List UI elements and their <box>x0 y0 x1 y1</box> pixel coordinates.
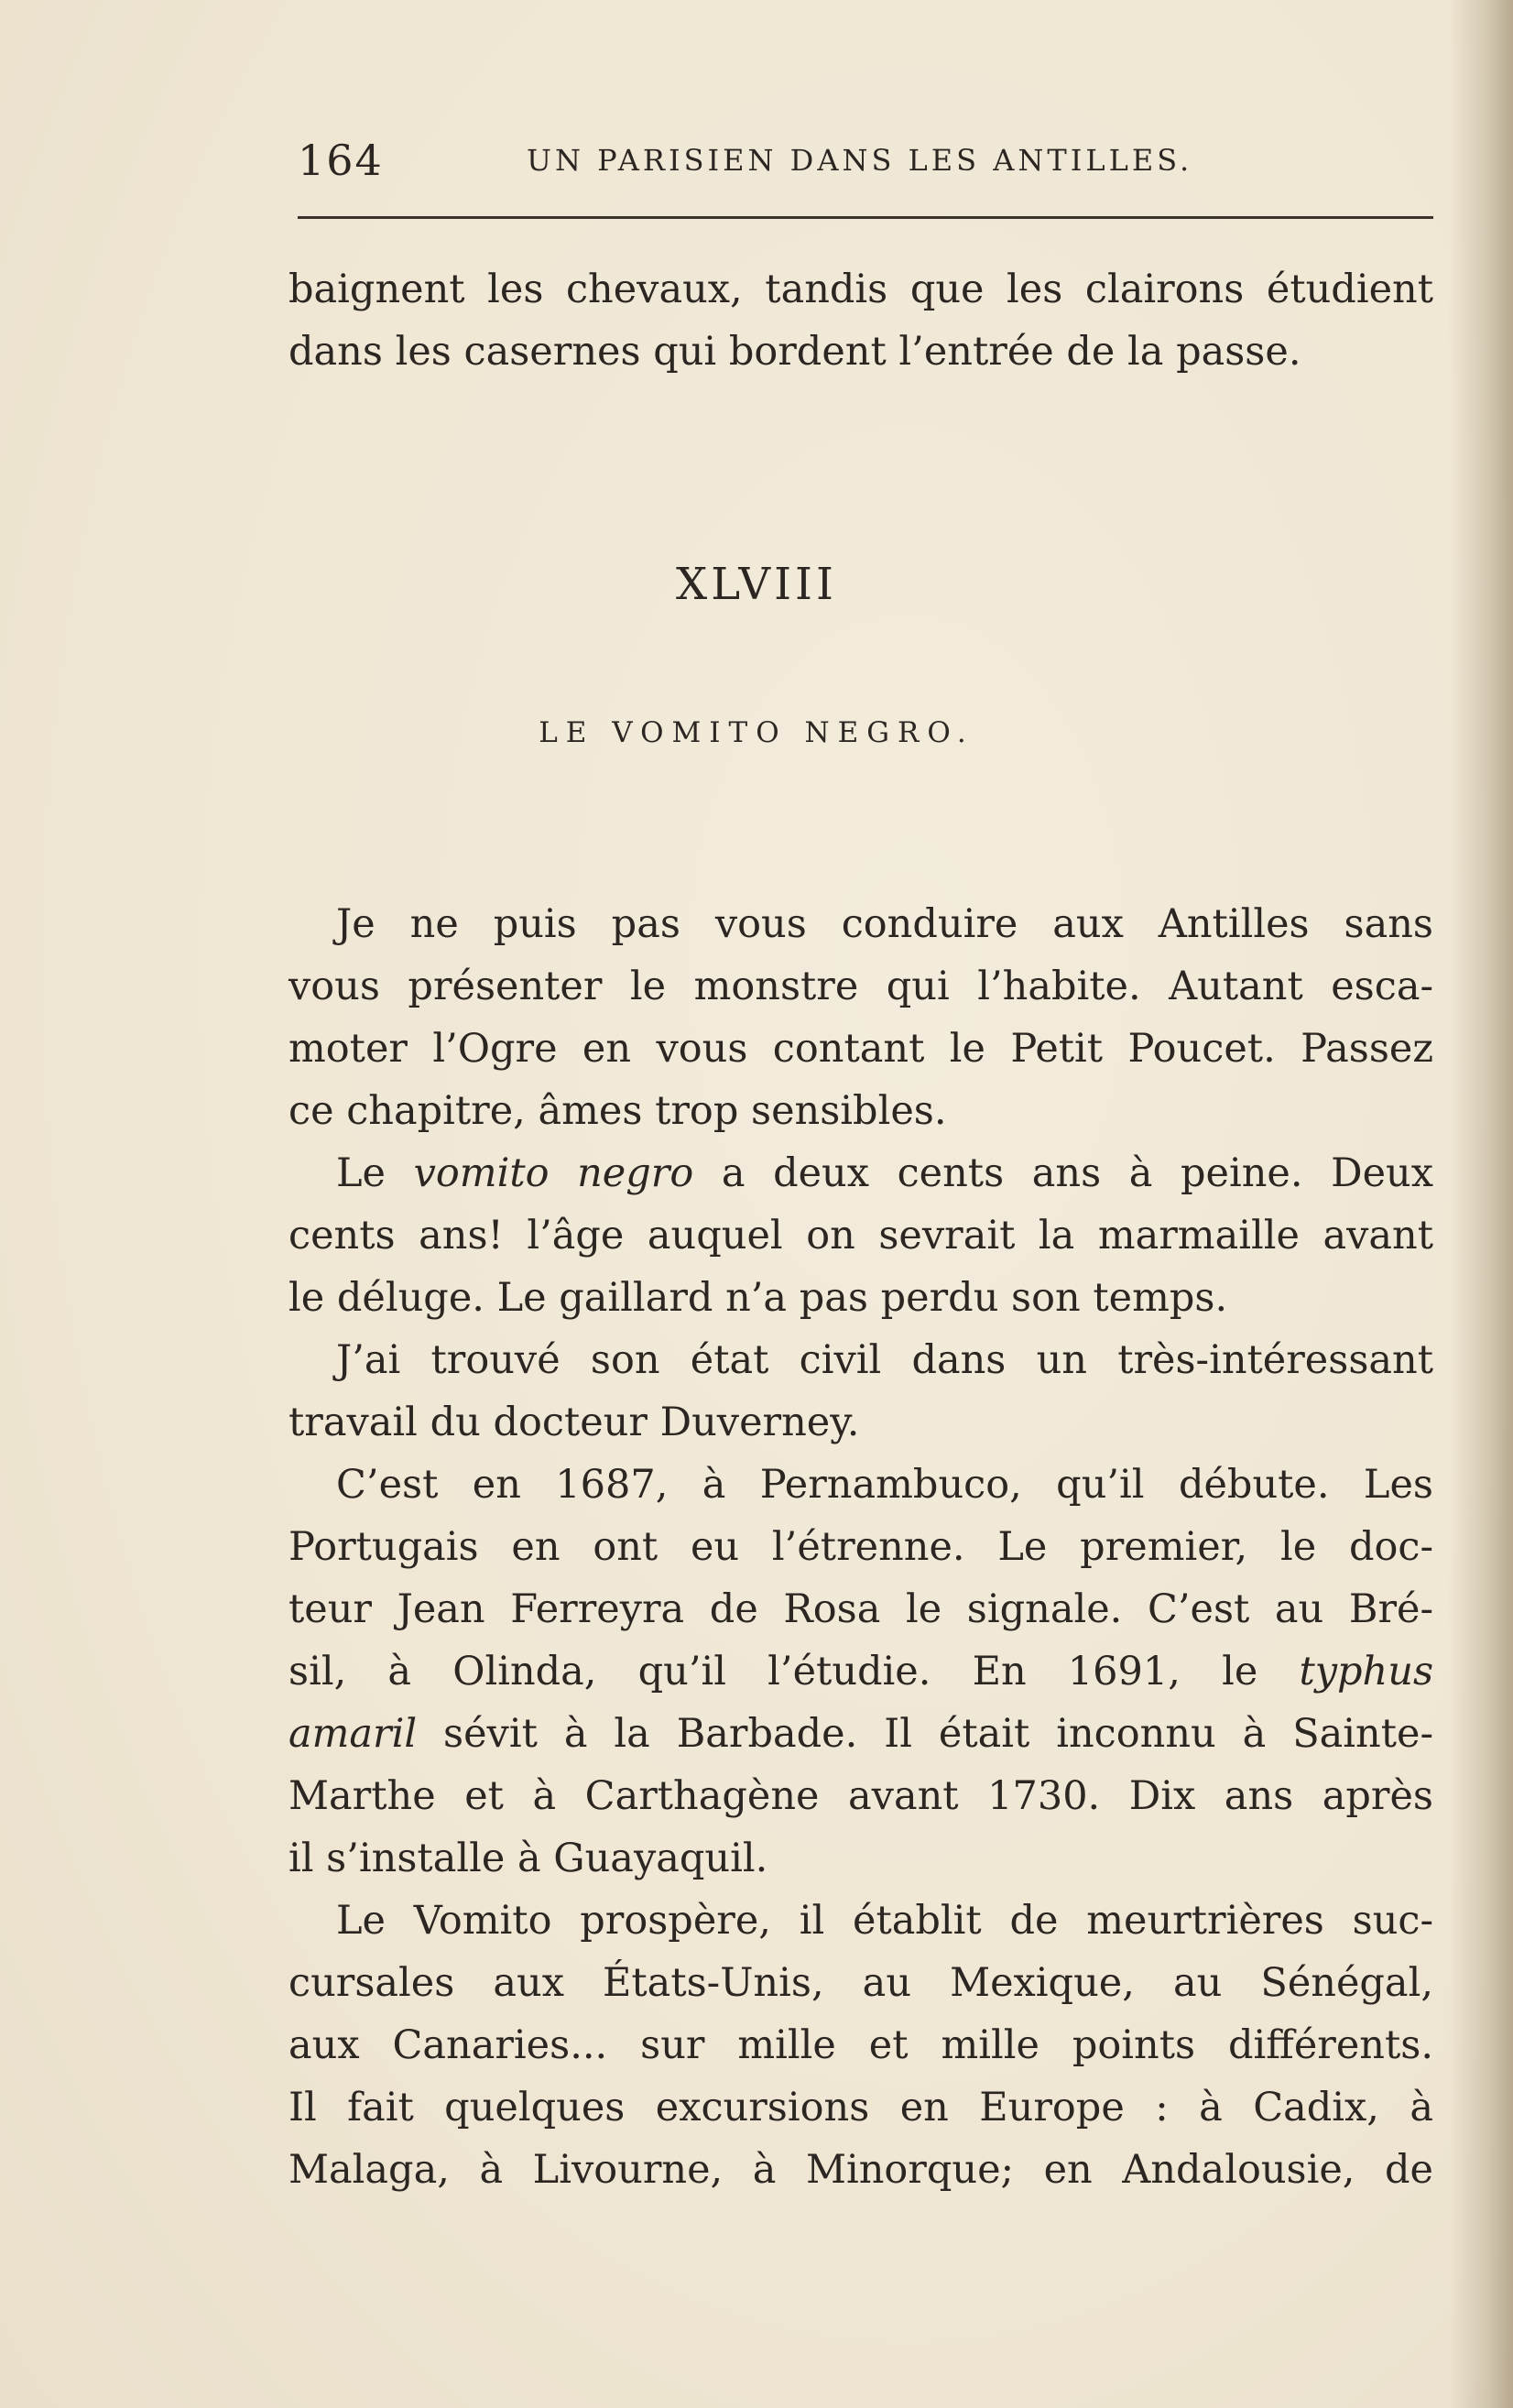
text-line: teur Jean Ferreyra de Rosa le signale. C’est au Bré- <box>288 1586 1433 1632</box>
text-line: vous présenter le monstre qui l’habite. Autant esca- <box>288 964 1433 1009</box>
text-line: cents ans! l’âge auquel on sevrait la marmaille avant <box>288 1213 1433 1258</box>
line-start: sil, à Olinda, qu’il l’étudie. En 1691, le <box>288 1649 1258 1694</box>
page-number: 164 <box>298 136 384 185</box>
page-edge-shadow <box>1449 0 1513 2408</box>
chapter-body <box>288 893 1433 2201</box>
text-line: Le Vomito prospère, il établit de meurtrières suc- <box>336 1898 1433 1944</box>
text-line: moter l’Ogre en vous contant le Petit Poucet. Passez <box>288 1026 1433 1072</box>
word-le: Le <box>336 1150 386 1196</box>
line-rest: a deux cents ans à peine. Deux <box>721 1150 1434 1196</box>
text-line <box>288 1142 1433 1204</box>
text-line: cursales aux États-Unis, au Mexique, au Sénégal, <box>288 1960 1433 2006</box>
chapter-number: XLVIII <box>676 559 837 610</box>
text-line <box>288 1640 1433 1703</box>
italic-amaril: amaril <box>288 1711 418 1757</box>
text-line: J’ai trouvé son état civil dans un très-intéressant <box>336 1337 1433 1383</box>
chapter-title: LE VOMITO NEGRO. <box>539 716 974 749</box>
text-line: C’est en 1687, à Pernambuco, qu’il débute. Les <box>336 1462 1433 1508</box>
line-rest: sévit à la Barbade. Il était inconnu à Sainte- <box>443 1711 1434 1757</box>
text-line <box>288 1703 1433 1765</box>
running-title: UN PARISIEN DANS LES ANTILLES. <box>527 143 1193 178</box>
text-line: aux Canaries... sur mille et mille points différents. <box>288 2022 1433 2068</box>
text-line: ce chapitre, âmes trop sensibles. <box>288 1088 947 1134</box>
text-line: travail du docteur Duverney. <box>288 1400 860 1445</box>
text-line: Marthe et à Carthagène avant 1730. Dix ans après <box>288 1773 1433 1819</box>
italic-vomito-negro: vomito negro <box>413 1150 694 1196</box>
text-line: le déluge. Le gaillard n’a pas perdu son temps. <box>288 1275 1228 1321</box>
text-line: dans les casernes qui bordent l’entrée de la passe. <box>288 329 1301 375</box>
carryover-paragraph <box>288 258 1433 383</box>
text-line: Il fait quelques excursions en Europe : à Cadix, à <box>288 2085 1433 2130</box>
text-line: Je ne puis pas vous conduire aux Antilles sans <box>336 901 1433 947</box>
italic-typhus: typhus <box>1299 1649 1434 1694</box>
text-line: baignent les chevaux, tandis que les clairons étudient <box>288 267 1433 312</box>
text-line: Portugais en ont eu l’étrenne. Le premier, le doc- <box>288 1524 1433 1570</box>
text-line: Malaga, à Livourne, à Minorque; en Andalousie, de <box>288 2147 1433 2193</box>
page-header <box>298 136 1433 191</box>
text-line: il s’installe à Guayaquil. <box>288 1836 768 1881</box>
header-rule <box>298 216 1433 219</box>
